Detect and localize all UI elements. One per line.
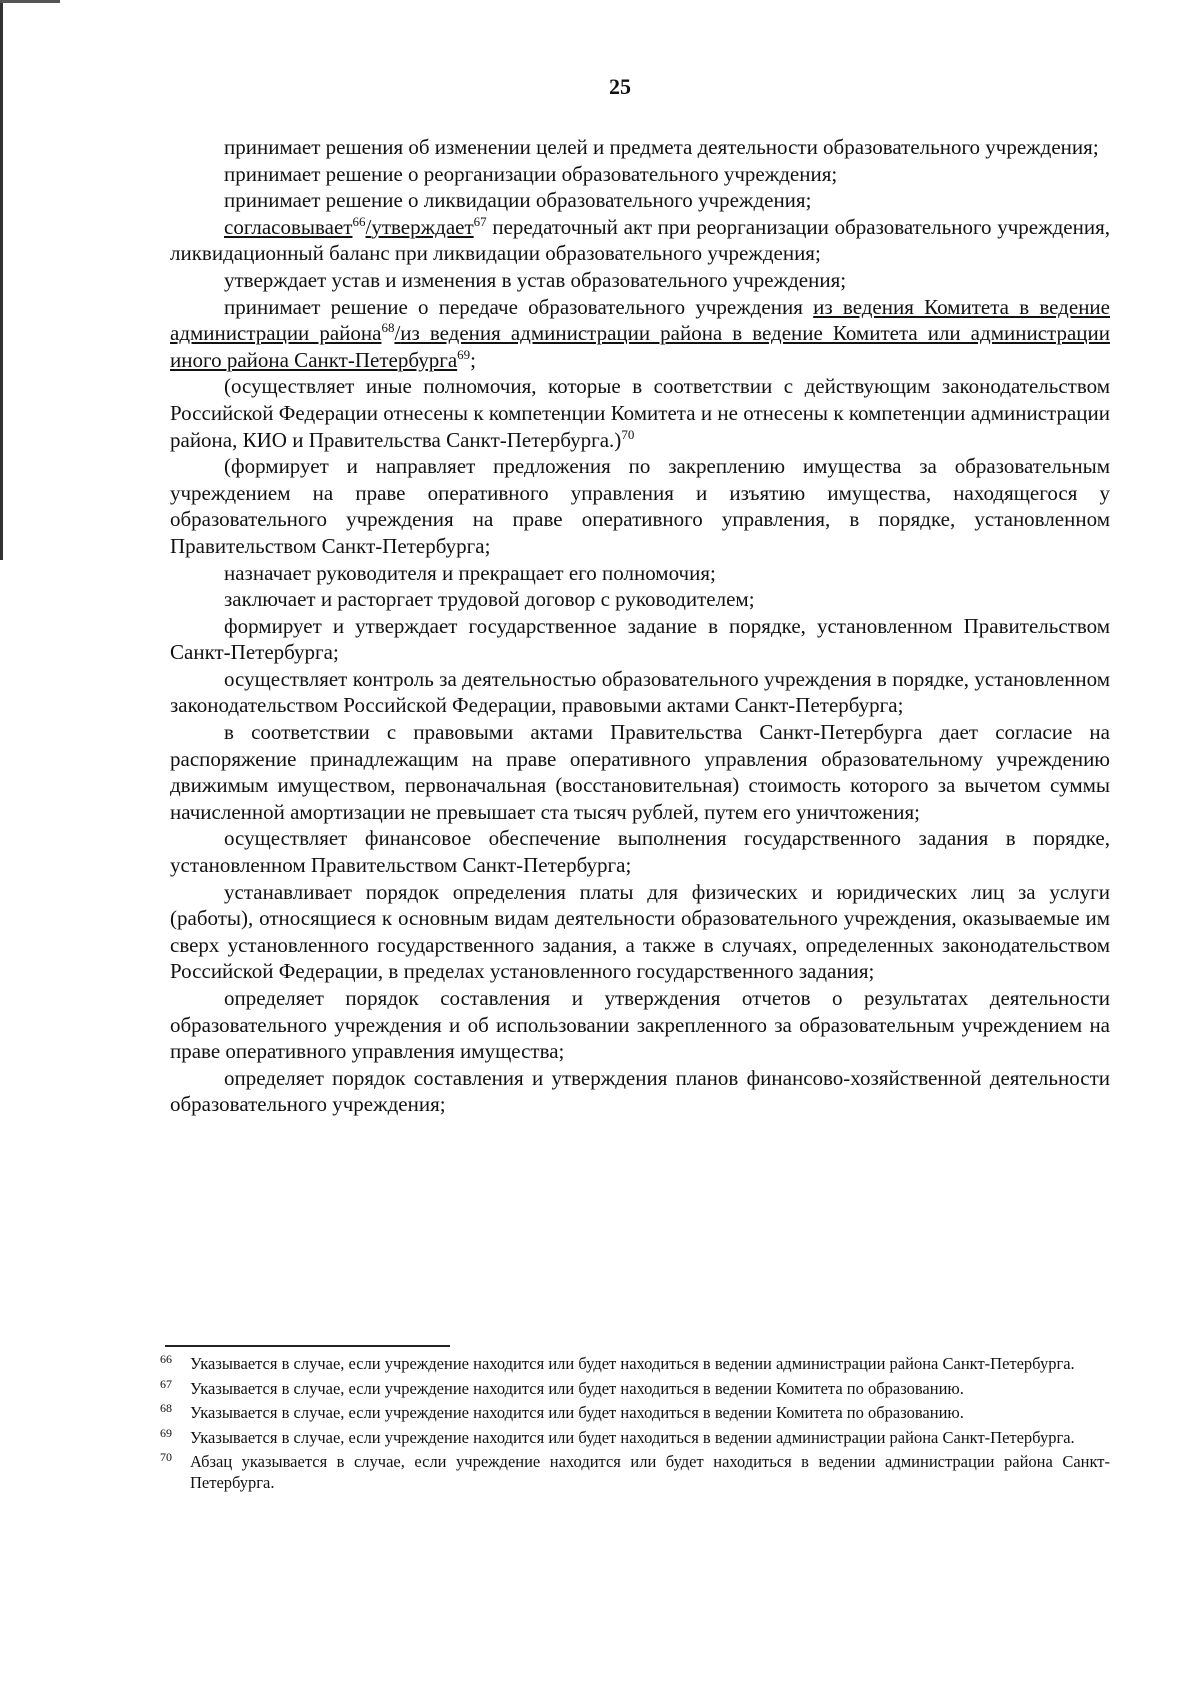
footnote-number: 70: [160, 1450, 172, 1464]
paragraph-4-text: передаточный акт при реорганизации образовательного учреждения, ликвидационный баланс при ликвидации образовательного учреждения;: [170, 214, 1111, 266]
scan-corner-mark: [0, 0, 60, 3]
paragraph-3: принимает решение о ликвидации образовательного учреждения;: [224, 188, 812, 213]
footnote-66: [160, 1354, 1110, 1375]
footnote-text: Указывается в случае, если учреждение находится или будет находиться в ведении Комитета по образованию.: [190, 1403, 964, 1422]
footnote-number: 66: [160, 1352, 172, 1366]
footnote-text: Абзац указывается в случае, если учреждение находится или будет находиться в ведении администрации района Санкт-Петербурга.: [190, 1452, 1110, 1492]
footnote-text: Указывается в случае, если учреждение находится или будет находиться в ведении администрации района Санкт-Петербурга.: [190, 1354, 1075, 1373]
footnote-number: 67: [160, 1376, 172, 1391]
approve-slash: /: [365, 214, 372, 239]
paragraph-17: определяет порядок составления и утверждения планов финансово-хозяйственной деятельности образовательного учреждения;: [170, 1065, 1110, 1117]
paragraph-7-text: (осуществляет иные полномочия, которые в соответствии с действующим законодательством Российской Федерации отнесены к компетенции Комитета и не отнесены к компетенции администрации района, КИО и Правительства Санкт-Петербурга.): [170, 374, 1110, 452]
paragraph-16: определяет порядок составления и утверждения отчетов о результатах деятельности образовательного учреждения и об использовании закрепленного за образовательным учреждением на праве оперативного управления имущества;: [170, 986, 1110, 1064]
paragraph-11: формирует и утверждает государственное задание в порядке, установленном Правительством Санкт-Петербурга;: [170, 613, 1110, 665]
footnote-ref-68[interactable]: 68: [381, 320, 395, 336]
footnote-ref-66[interactable]: 66: [352, 213, 366, 229]
footnote-ref-67[interactable]: 67: [473, 213, 487, 229]
main-text: [170, 134, 1110, 1118]
footnote-69: [160, 1425, 1110, 1449]
footnote-text: Указывается в случае, если учреждение находится или будет находиться в ведении администрации района Санкт-Петербурга.: [190, 1427, 1075, 1447]
footnotes: [160, 1354, 1110, 1497]
approve-term-a: согласовывает: [224, 214, 353, 239]
transfer-option-b: из ведения администрации района в ведение Комитета или администрации иного района Санкт-Петербурга: [170, 321, 1110, 372]
footnote-text: Указывается в случае, если учреждение находится или будет находиться в ведении Комитета по образованию.: [190, 1378, 964, 1398]
paragraph-10: заключает и расторгает трудовой договор с руководителем;: [224, 587, 755, 612]
transfer-option-a: из ведения Комитета в ведение администрации района: [170, 294, 1110, 346]
footnote-number: 68: [160, 1401, 172, 1415]
footnote-divider: [165, 1345, 450, 1347]
paragraph-9: назначает руководителя и прекращает его полномочия;: [224, 560, 716, 585]
footnote-68: [160, 1403, 1110, 1424]
paragraph-14: осуществляет финансовое обеспечение выполнения государственного задания в порядке, установленном Правительством Санкт-Петербурга;: [170, 826, 1110, 878]
transfer-lead: принимает решение о передаче образовательного учреждения: [224, 294, 814, 319]
paragraph-6: [170, 294, 1110, 374]
paragraph-5: утверждает устав и изменения в устав образовательного учреждения;: [224, 267, 847, 292]
page-number: 25: [609, 74, 631, 99]
paragraph-15: устанавливает порядок определения платы для физических и юридических лиц за услуги (работы), относящиеся к основным видам деятельности образовательного учреждения, оказываемые им сверх установленного государственного задания, а также в случаях, определенных законодательством Российской Федерации, в пределах установленного государственного задания;: [170, 879, 1110, 984]
footnote-ref-69[interactable]: 69: [457, 346, 471, 362]
transfer-tail: ;: [470, 347, 476, 372]
paragraph-8: (формирует и направляет предложения по закреплению имущества за образовательным учреждением на праве оперативного управления и изъятию имущества, находящегося у образовательного учреждения на праве оперативного управления, в порядке, установленном Правительством Санкт-Петербурга;: [170, 454, 1110, 558]
footnote-67: [160, 1376, 1110, 1400]
footnote-70: [160, 1452, 1110, 1493]
footnote-ref-70[interactable]: 70: [621, 426, 635, 442]
footnote-number: 69: [160, 1425, 172, 1440]
paragraph-4: [170, 214, 1110, 267]
paragraph-2: принимает решение о реорганизации образовательного учреждения;: [224, 161, 838, 186]
paragraph-12: осуществляет контроль за деятельностью образовательного учреждения в порядке, установленном законодательством Российской Федерации, правовыми актами Санкт-Петербурга;: [170, 666, 1110, 718]
paragraph-7: [170, 373, 1110, 453]
paragraph-13: в соответствии с правовыми актами Правительства Санкт-Петербурга дает согласие на распоряжение принадлежащим на праве оперативного управления образовательному учреждению движимым имуществом, первоначальная (восстановительная) стоимость которого за вычетом суммы начисленной амортизации не превышает ста тысяч рублей, путем его уничтожения;: [170, 720, 1110, 824]
approve-term-b: утверждает: [371, 214, 474, 239]
transfer-slash: /: [394, 321, 401, 346]
paragraph-1: принимает решения об изменении целей и предмета деятельности образовательного учреждения;: [224, 135, 1099, 159]
